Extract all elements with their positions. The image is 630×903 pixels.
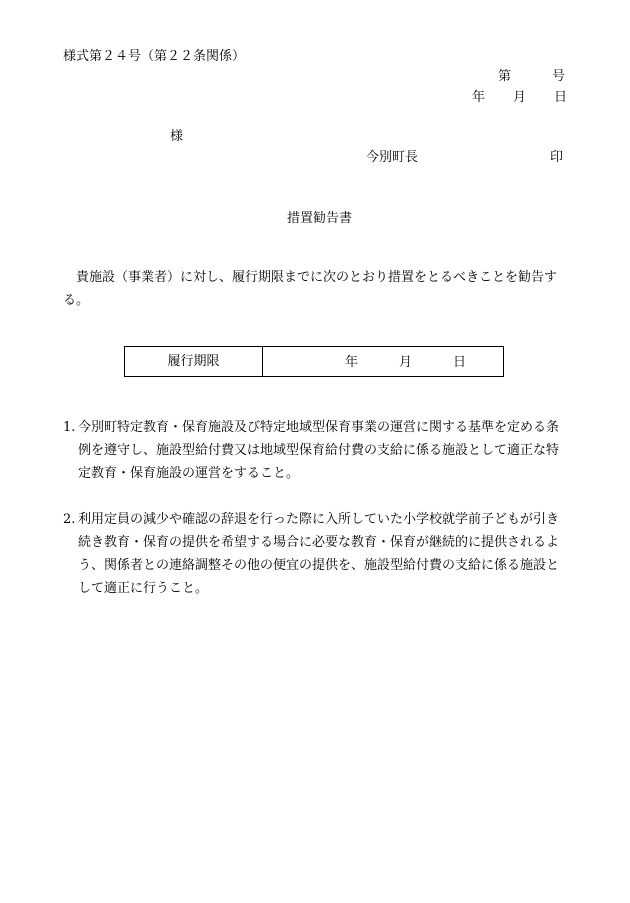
issuer-title: 今別町長 bbox=[366, 150, 419, 165]
deadline-value-cell bbox=[263, 347, 503, 376]
document-number-label: 第 bbox=[498, 69, 512, 84]
list-item-text: 利用定員の減少や確認の辞退を行った際に入所していた小学校就学前子どもが引き続き教育・保育の提供を希望する場合に必要な教育・保育が継続的に提供されるよう、関係者との連絡調整その他の便宜の提供を、施設型給付費の支給に係る施設として適正に行うこと。 bbox=[78, 512, 560, 596]
document-title: 措置勧告書 bbox=[287, 211, 353, 226]
seal-mark: 印 bbox=[550, 150, 564, 165]
list-item bbox=[63, 416, 566, 485]
list-item-text: 今別町特定教育・保育施設及び特定地域型保育事業の運営に関する基準を定める条例を遵守し、施設型給付費又は地域型保育給付費の支給に係る施設として適正な特定教育・保育施設の運営をすること。 bbox=[78, 420, 560, 481]
form-number: 様式第２４号（第２２条関係） bbox=[63, 49, 246, 64]
deadline-label-cell bbox=[125, 347, 263, 376]
list-item-number: 1. bbox=[63, 420, 76, 435]
date-year-label: 年 bbox=[472, 90, 486, 105]
document-number-suffix: 号 bbox=[552, 69, 566, 84]
deadline-day-label: 日 bbox=[453, 355, 467, 370]
deadline-table bbox=[124, 346, 504, 377]
date-day-label: 日 bbox=[554, 90, 568, 105]
recipient-honorific: 様 bbox=[170, 129, 184, 144]
list-item bbox=[63, 508, 566, 600]
date-month-label: 月 bbox=[513, 90, 527, 105]
deadline-label: 履行期限 bbox=[167, 354, 220, 369]
document-body: 貴施設（事業者）に対し、履行期限までに次のとおり措置をとるべきことを勧告する。 bbox=[63, 270, 558, 308]
deadline-year-label: 年 bbox=[345, 355, 359, 370]
list-item-number: 2. bbox=[63, 512, 76, 527]
deadline-month-label: 月 bbox=[399, 355, 413, 370]
